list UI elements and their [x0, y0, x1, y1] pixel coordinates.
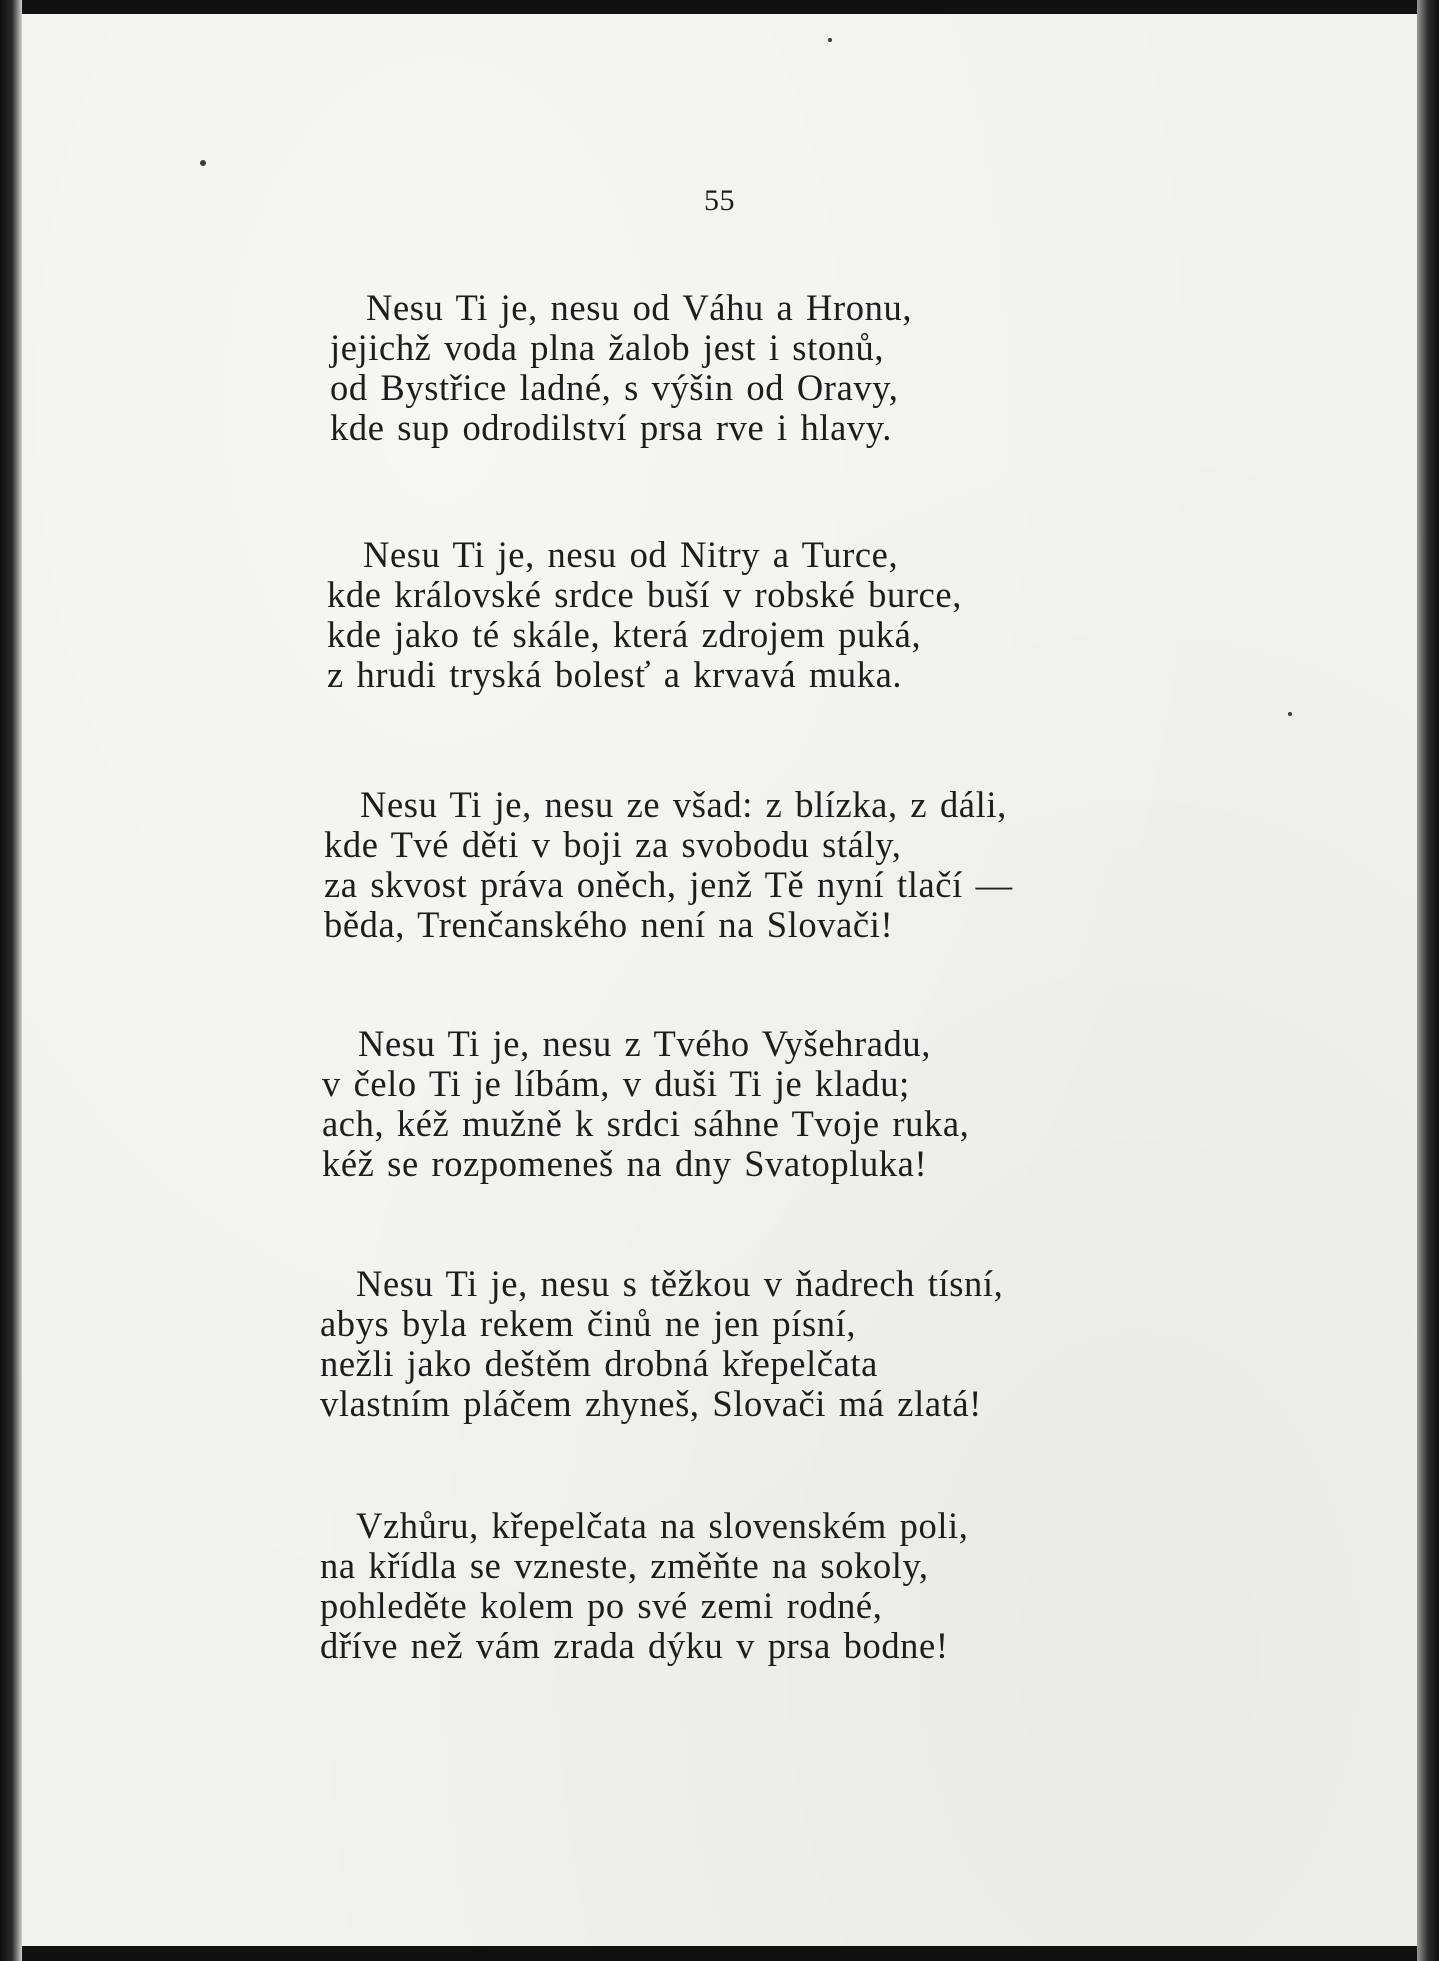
ink-speck	[828, 38, 832, 42]
bottom-scan-edge	[0, 1946, 1439, 1961]
verse-line: pohleděte kolem po své zemi rodné,	[320, 1585, 883, 1626]
verse-line: kde jako té skále, která zdrojem puká,	[327, 614, 922, 655]
verse-line: v čelo Ti je líbám, v duši Ti je kladu;	[322, 1063, 910, 1104]
verse-line: Nesu Ti je, nesu ze všad: z blízka, z dáli,	[360, 784, 1007, 825]
verse-line: od Bystřice ladné, s výšin od Oravy,	[330, 367, 899, 408]
verse-line: kéž se rozpomeneš na dny Svatopluka!	[322, 1143, 928, 1184]
verse-line: ach, kéž mužně k srdci sáhne Tvoje ruka,	[322, 1103, 970, 1144]
stanza-1	[330, 288, 912, 448]
verse-line: dříve než vám zrada dýku v prsa bodne!	[320, 1625, 949, 1666]
verse-line: kde sup odrodilství prsa rve i hlavy.	[330, 407, 892, 448]
stanza-6	[320, 1506, 969, 1666]
verse-line: jejichž voda plna žalob jest i stonů,	[330, 327, 885, 368]
verse-line: Nesu Ti je, nesu od Váhu a Hronu,	[366, 287, 913, 328]
ink-speck	[200, 160, 206, 166]
verse-line: Nesu Ti je, nesu z Tvého Vyšehradu,	[358, 1023, 931, 1064]
verse-line: kde Tvé děti v boji za svobodu stály,	[324, 824, 902, 865]
verse-line: za skvost práva oněch, jenž Tě nyní tlačí —	[324, 864, 1013, 905]
stanza-4	[322, 1024, 969, 1184]
verse-line: běda, Trenčanského není na Slovači!	[324, 904, 894, 945]
verse-line: na křídla se vzneste, změňte na sokoly,	[320, 1545, 929, 1586]
left-binding-edge	[0, 0, 22, 1961]
right-scan-edge	[1417, 0, 1439, 1961]
verse-line: abys byla rekem činů ne jen písní,	[320, 1303, 857, 1344]
verse-line: Nesu Ti je, nesu s těžkou v ňadrech tísní,	[356, 1263, 1004, 1304]
stanza-2	[327, 535, 962, 695]
ink-speck	[1288, 712, 1292, 716]
verse-line: vlastním pláčem zhyneš, Slovači má zlatá!	[320, 1383, 982, 1424]
top-scan-edge	[0, 0, 1439, 14]
verse-line: Nesu Ti je, nesu od Nitry a Turce,	[363, 534, 899, 575]
verse-line: nežli jako deštěm drobná křepelčata	[320, 1343, 878, 1384]
stanza-5	[320, 1264, 1003, 1424]
verse-line: kde královské srdce buší v robské burce,	[327, 574, 962, 615]
stanza-3	[324, 785, 1013, 945]
page-number: 55	[704, 184, 735, 217]
verse-line: z hrudi tryská bolesť a krvavá muka.	[327, 654, 903, 695]
verse-line: Vzhůru, křepelčata na slovenském poli,	[356, 1505, 969, 1546]
